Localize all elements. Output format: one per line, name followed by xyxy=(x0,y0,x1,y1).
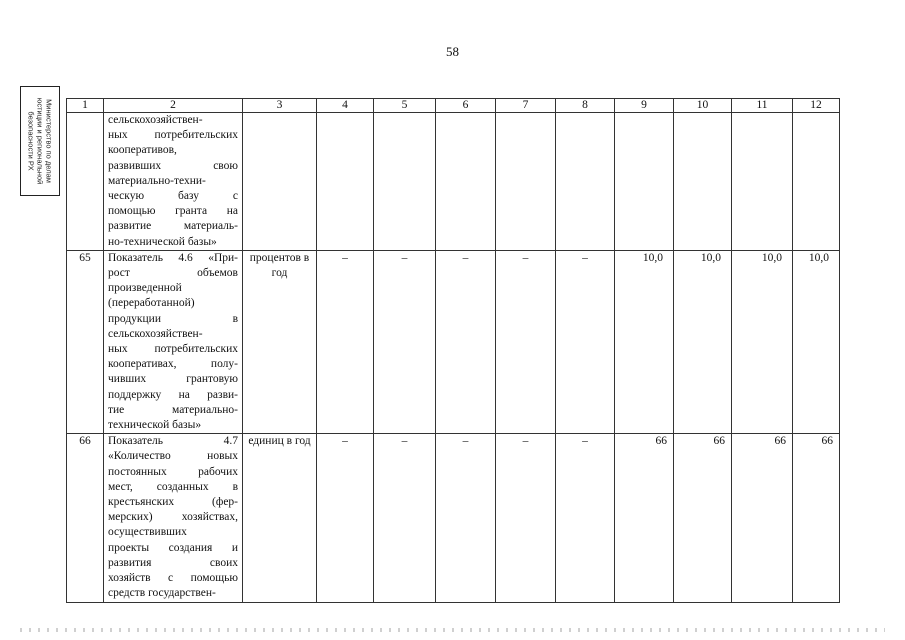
indicator-name-line: средств государствен- xyxy=(108,587,216,600)
year-value-cell: – xyxy=(317,434,374,602)
indicator-name-line: но-технической базы» xyxy=(108,235,217,248)
unit-of-measure: процентов в год xyxy=(243,250,317,433)
indicator-name-line: хозяйств с помощью xyxy=(108,572,238,585)
indicator-name-line: осуществивших xyxy=(108,526,187,539)
indicator-name-line: сельскохозяйствен- xyxy=(108,327,203,340)
year-value-cell xyxy=(793,113,840,251)
indicator-name-line: технической базы» xyxy=(108,419,202,432)
scan-artifact xyxy=(20,628,885,632)
stamp-line-1: Министерство по делам xyxy=(44,99,54,183)
year-value-cell: – xyxy=(496,250,556,433)
indicator-name-line: тие материально- xyxy=(108,403,238,416)
year-value-cell xyxy=(732,113,793,251)
table-row xyxy=(67,434,840,602)
indicator-name-line: (переработанной) xyxy=(108,297,195,310)
registration-stamp xyxy=(20,86,60,196)
header-cell: 10 xyxy=(674,99,732,113)
indicator-name-line: мерских) хозяйствах, xyxy=(108,511,238,524)
year-value-cell: 66 xyxy=(615,434,674,602)
year-value-cell xyxy=(496,113,556,251)
year-value-cell: – xyxy=(436,434,496,602)
header-cell: 4 xyxy=(317,99,374,113)
indicator-name-line: рост объемов xyxy=(108,267,238,280)
indicator-name-line: «Количество новых xyxy=(108,450,238,463)
year-value-cell: – xyxy=(374,434,436,602)
year-value-cell: – xyxy=(496,434,556,602)
row-number xyxy=(67,113,104,251)
unit-of-measure xyxy=(243,113,317,251)
indicator-name-line: ческую базу с xyxy=(108,190,238,203)
year-value-cell xyxy=(317,113,374,251)
year-value-cell: – xyxy=(556,250,615,433)
year-value-cell: 10,0 xyxy=(615,250,674,433)
indicator-name-line: развитие материаль- xyxy=(108,220,238,233)
table-row xyxy=(67,250,840,433)
indicator-name-line: кооперативах, полу- xyxy=(108,358,238,371)
year-value-cell: – xyxy=(556,434,615,602)
year-value-cell xyxy=(556,113,615,251)
indicator-name xyxy=(104,434,243,602)
header-cell: 5 xyxy=(374,99,436,113)
row-number: 65 xyxy=(67,250,104,433)
year-value-cell: – xyxy=(374,250,436,433)
indicator-name-line: материально-техни- xyxy=(108,174,206,187)
indicator-table xyxy=(66,98,840,603)
indicator-name-line: ных потребительских xyxy=(108,129,238,142)
indicator-name-line: развития своих xyxy=(108,556,238,569)
header-cell: 12 xyxy=(793,99,840,113)
indicator-name-line: кооперативов, xyxy=(108,144,177,157)
year-value-cell: 66 xyxy=(674,434,732,602)
header-cell: 7 xyxy=(496,99,556,113)
year-value-cell: 10,0 xyxy=(732,250,793,433)
indicator-name-line: постоянных рабочих xyxy=(108,465,238,478)
row-number: 66 xyxy=(67,434,104,602)
indicator-name-line: мест, созданных в xyxy=(108,480,238,493)
table-row xyxy=(67,113,840,251)
year-value-cell: 66 xyxy=(793,434,840,602)
indicator-name xyxy=(104,250,243,433)
stamp-line-3: безопасности РХ xyxy=(26,111,36,171)
stamp-line-2: юстиции и региональной xyxy=(35,97,45,185)
header-cell: 2 xyxy=(104,99,243,113)
year-value-cell xyxy=(374,113,436,251)
indicator-name-line: Показатель 4.6 «При- xyxy=(108,251,238,264)
year-value-cell: – xyxy=(317,250,374,433)
indicator-name xyxy=(104,113,243,251)
indicator-name-line: произведенной xyxy=(108,282,182,295)
indicator-name-line: чивших грантовую xyxy=(108,373,238,386)
page-number: 58 xyxy=(446,44,459,59)
year-value-cell xyxy=(615,113,674,251)
indicator-name-line: помощью гранта на xyxy=(108,205,238,218)
year-value-cell: 10,0 xyxy=(793,250,840,433)
year-value-cell: – xyxy=(436,250,496,433)
indicator-name-line: поддержку на разви- xyxy=(108,388,238,401)
indicator-name-line: сельскохозяйствен- xyxy=(108,114,203,126)
header-cell: 6 xyxy=(436,99,496,113)
header-cell: 3 xyxy=(243,99,317,113)
header-cell: 9 xyxy=(615,99,674,113)
indicator-name-line: крестьянских (фер- xyxy=(108,496,238,509)
year-value-cell: 10,0 xyxy=(674,250,732,433)
header-cell: 8 xyxy=(556,99,615,113)
year-value-cell: 66 xyxy=(732,434,793,602)
indicator-name-line: Показатель 4.7 xyxy=(108,435,238,448)
indicator-name-line: продукции в xyxy=(108,312,238,325)
header-row xyxy=(67,99,840,113)
header-cell: 11 xyxy=(732,99,793,113)
stamp-text xyxy=(27,88,54,194)
year-value-cell xyxy=(674,113,732,251)
header-cell: 1 xyxy=(67,99,104,113)
indicator-name-line: проекты создания и xyxy=(108,541,238,554)
indicator-name-line: развивших свою xyxy=(108,159,238,172)
unit-of-measure: единиц в год xyxy=(243,434,317,602)
year-value-cell xyxy=(436,113,496,251)
indicator-name-line: ных потребительских xyxy=(108,343,238,356)
